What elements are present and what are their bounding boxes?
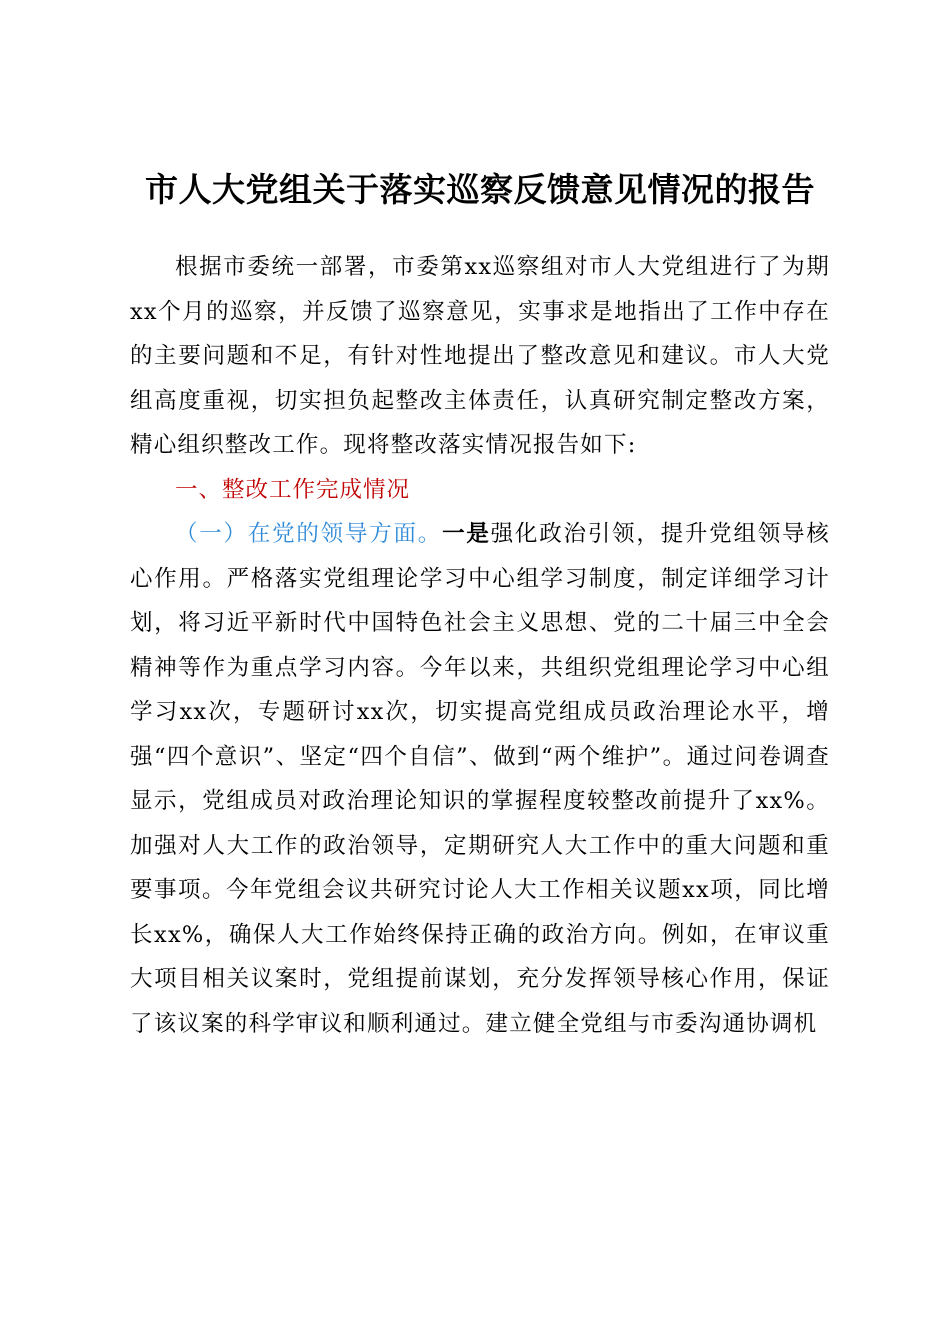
subsection-label: （一）在党的领导方面。: [175, 521, 443, 547]
section-heading: 一、整改工作完成情况: [175, 476, 411, 503]
subsection-paragraph: [130, 512, 830, 1046]
subsection-body: 强化政治引领，提升党组领导核心作用。严格落实党组理论学习中心组学习制度，制定详细学习计划，将习近平新时代中国特色社会主义思想、党的二十届三中全会精神等作为重点学习内容。今年以来，共组织党组理论学习中心组学习xx次，专题研讨xx次，切实提高党组成员政治理论水平，增强“四个意识”、坚定“四个自信”、做到“两个维护”。通过问卷调查显示，党组成员对政治理论知识的掌握程度较整改前提升了xx%。加强对人大工作的政治领导，定期研究人大工作中的重大问题和重要事项。今年党组会议共研究讨论人大工作相关议题xx项，同比增长xx%，确保人大工作始终保持正确的政治方向。例如，在审议重大项目相关议案时，党组提前谋划，充分发挥领导核心作用，保证了该议案的科学审议和顺利通过。建立健全党组与市委沟通协调机: [130, 521, 830, 1037]
subsection-lead: 一是: [442, 521, 491, 547]
intro-paragraph: 根据市委统一部署，市委第xx巡察组对市人大党组进行了为期xx个月的巡察，并反馈了巡察意见，实事求是地指出了工作中存在的主要问题和不足，有针对性地提出了整改意见和建议。市人大党组高度重视，切实担负起整改主体责任，认真研究制定整改方案，精心组织整改工作。现将整改落实情况报告如下:: [130, 254, 830, 458]
document-title: 市人大党组关于落实巡察反馈意见情况的报告: [145, 170, 815, 209]
document-page: [130, 165, 830, 1046]
